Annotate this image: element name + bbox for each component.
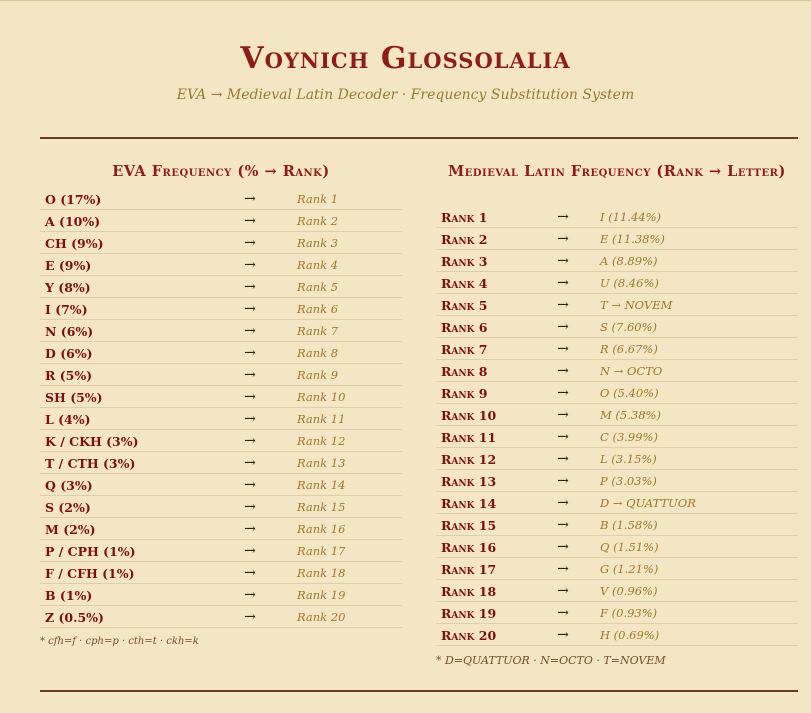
eva-row (40, 233, 402, 254)
arrow-icon: → (557, 451, 569, 467)
latin-row (436, 383, 798, 404)
latin-value: S (7.60%) (600, 320, 658, 334)
arrow-icon: → (244, 345, 256, 361)
bottom-divider (40, 690, 798, 692)
latin-frequency-table (436, 207, 798, 647)
arrow-icon: → (557, 605, 569, 621)
eva-key: M (2%) (45, 521, 96, 537)
arrow-icon: → (244, 433, 256, 449)
eva-row (40, 277, 402, 298)
eva-key: L (4%) (45, 411, 91, 427)
arrow-icon: → (244, 455, 256, 471)
latin-value: L (3.15%) (600, 452, 657, 466)
latin-value: N → OCTO (600, 364, 663, 378)
arrow-icon: → (244, 279, 256, 295)
eva-value: Rank 6 (297, 302, 339, 316)
latin-row (436, 339, 798, 360)
arrow-icon: → (244, 367, 256, 383)
latin-value: P (3.03%) (600, 474, 657, 488)
latin-row (436, 207, 798, 228)
arrow-icon: → (557, 495, 569, 511)
arrow-icon: → (244, 609, 256, 625)
latin-key: Rank 20 (441, 627, 497, 643)
arrow-icon: → (244, 587, 256, 603)
latin-key: Rank 19 (441, 605, 497, 621)
latin-row (436, 251, 798, 272)
eva-row (40, 321, 402, 342)
latin-row (436, 625, 798, 646)
eva-value: Rank 18 (297, 566, 346, 580)
eva-value: Rank 9 (297, 368, 339, 382)
latin-key: Rank 4 (441, 275, 488, 291)
eva-frequency-heading: EVA Frequency (% → Rank) (112, 163, 330, 180)
latin-key: Rank 17 (441, 561, 497, 577)
eva-row (40, 189, 402, 210)
arrow-icon: → (244, 323, 256, 339)
eva-key: T / CTH (3%) (45, 455, 136, 471)
latin-row (436, 427, 798, 448)
eva-key: K / CKH (3%) (45, 433, 139, 449)
eva-key: F / CFH (1%) (45, 565, 135, 581)
eva-value: Rank 3 (297, 236, 339, 250)
eva-row (40, 365, 402, 386)
eva-row (40, 387, 402, 408)
latin-key: Rank 13 (441, 473, 497, 489)
arrow-icon: → (557, 341, 569, 357)
latin-key: Rank 2 (441, 231, 488, 247)
arrow-icon: → (244, 499, 256, 515)
latin-key: Rank 5 (441, 297, 488, 313)
eva-key: D (6%) (45, 345, 93, 361)
arrow-icon: → (557, 429, 569, 445)
arrow-icon: → (244, 565, 256, 581)
page-subtitle: EVA → Medieval Latin Decoder · Frequency Substitution System (176, 87, 635, 103)
eva-key: O (17%) (45, 191, 102, 207)
arrow-icon: → (557, 231, 569, 247)
eva-frequency-table (40, 189, 402, 629)
latin-value: D → QUATTUOR (600, 496, 696, 510)
eva-row (40, 453, 402, 474)
latin-row (436, 493, 798, 514)
arrow-icon: → (557, 627, 569, 643)
latin-key: Rank 18 (441, 583, 497, 599)
arrow-icon: → (244, 235, 256, 251)
eva-value: Rank 17 (297, 544, 346, 558)
eva-key: SH (5%) (45, 389, 103, 405)
eva-row (40, 563, 402, 584)
eva-key: A (10%) (45, 213, 101, 229)
arrow-icon: → (244, 213, 256, 229)
latin-key: Rank 16 (441, 539, 497, 555)
latin-value: F (0.93%) (600, 606, 658, 620)
latin-value: V (0.96%) (600, 584, 658, 598)
arrow-icon: → (557, 297, 569, 313)
latin-key: Rank 15 (441, 517, 497, 533)
arrow-icon: → (244, 301, 256, 317)
arrow-icon: → (244, 389, 256, 405)
latin-key: Rank 3 (441, 253, 488, 269)
latin-value: U (8.46%) (600, 276, 659, 290)
eva-value: Rank 7 (297, 324, 339, 338)
eva-key: N (6%) (45, 323, 94, 339)
eva-key: Z (0.5%) (45, 609, 104, 625)
latin-value: Q (1.51%) (600, 540, 659, 554)
eva-row (40, 519, 402, 540)
latin-row (436, 537, 798, 558)
page-title: Voynich Glossolalia (240, 41, 571, 76)
eva-key: E (9%) (45, 257, 92, 273)
latin-row (436, 515, 798, 536)
latin-row (436, 273, 798, 294)
eva-row (40, 475, 402, 496)
latin-key: Rank 7 (441, 341, 488, 357)
arrow-icon: → (557, 407, 569, 423)
latin-key: Rank 9 (441, 385, 488, 401)
latin-row (436, 317, 798, 338)
latin-value: B (1.58%) (600, 518, 658, 532)
latin-value: I (11.44%) (600, 210, 662, 224)
latin-key: Rank 12 (441, 451, 497, 467)
eva-row (40, 541, 402, 562)
eva-row (40, 211, 402, 232)
arrow-icon: → (557, 209, 569, 225)
latin-footnote: * D=QUATTUOR · N=OCTO · T=NOVEM (436, 654, 666, 667)
arrow-icon: → (557, 473, 569, 489)
latin-row (436, 405, 798, 426)
latin-value: H (0.69%) (600, 628, 660, 642)
arrow-icon: → (557, 253, 569, 269)
eva-value: Rank 8 (297, 346, 339, 360)
top-divider (40, 137, 798, 139)
eva-row (40, 409, 402, 430)
eva-key: R (5%) (45, 367, 93, 383)
eva-value: Rank 11 (297, 412, 346, 426)
eva-row (40, 585, 402, 606)
latin-key: Rank 14 (441, 495, 497, 511)
arrow-icon: → (557, 539, 569, 555)
eva-value: Rank 20 (297, 610, 346, 624)
latin-frequency-heading: Medieval Latin Frequency (Rank → Letter) (448, 163, 786, 180)
latin-row (436, 449, 798, 470)
latin-key: Rank 1 (441, 209, 488, 225)
eva-row (40, 431, 402, 452)
arrow-icon: → (244, 411, 256, 427)
latin-value: A (8.89%) (600, 254, 658, 268)
eva-value: Rank 10 (297, 390, 346, 404)
eva-row (40, 343, 402, 364)
latin-value: E (11.38%) (600, 232, 665, 246)
eva-value: Rank 1 (297, 192, 339, 206)
arrow-icon: → (557, 275, 569, 291)
arrow-icon: → (557, 561, 569, 577)
arrow-icon: → (557, 385, 569, 401)
latin-value: G (1.21%) (600, 562, 659, 576)
eva-key: S (2%) (45, 499, 91, 515)
eva-key: B (1%) (45, 587, 93, 603)
eva-key: CH (9%) (45, 235, 104, 251)
arrow-icon: → (244, 477, 256, 493)
latin-row (436, 361, 798, 382)
latin-row (436, 295, 798, 316)
eva-value: Rank 19 (297, 588, 346, 602)
eva-row (40, 497, 402, 518)
eva-value: Rank 2 (297, 214, 339, 228)
latin-value: T → NOVEM (600, 298, 673, 312)
latin-value: M (5.38%) (600, 408, 661, 422)
eva-row (40, 607, 402, 628)
arrow-icon: → (557, 319, 569, 335)
eva-key: P / CPH (1%) (45, 543, 136, 559)
latin-value: C (3.99%) (600, 430, 658, 444)
eva-value: Rank 4 (297, 258, 339, 272)
latin-key: Rank 10 (441, 407, 497, 423)
arrow-icon: → (244, 543, 256, 559)
eva-value: Rank 16 (297, 522, 346, 536)
latin-row (436, 471, 798, 492)
latin-value: R (6.67%) (600, 342, 658, 356)
eva-value: Rank 14 (297, 478, 346, 492)
latin-row (436, 229, 798, 250)
latin-row (436, 603, 798, 624)
latin-value: O (5.40%) (600, 386, 659, 400)
eva-row (40, 299, 402, 320)
eva-key: I (7%) (45, 301, 88, 317)
arrow-icon: → (244, 191, 256, 207)
eva-value: Rank 5 (297, 280, 339, 294)
arrow-icon: → (244, 257, 256, 273)
latin-key: Rank 11 (441, 429, 497, 445)
arrow-icon: → (557, 517, 569, 533)
eva-value: Rank 13 (297, 456, 346, 470)
eva-key: Q (3%) (45, 477, 93, 493)
latin-row (436, 559, 798, 580)
eva-footnote: * cfh=f · cph=p · cth=t · ckh=k (40, 636, 199, 647)
arrow-icon: → (244, 521, 256, 537)
latin-key: Rank 6 (441, 319, 488, 335)
eva-value: Rank 12 (297, 434, 346, 448)
latin-key: Rank 8 (441, 363, 488, 379)
eva-row (40, 255, 402, 276)
latin-row (436, 581, 798, 602)
eva-value: Rank 15 (297, 500, 346, 514)
arrow-icon: → (557, 583, 569, 599)
arrow-icon: → (557, 363, 569, 379)
eva-key: Y (8%) (45, 279, 91, 295)
